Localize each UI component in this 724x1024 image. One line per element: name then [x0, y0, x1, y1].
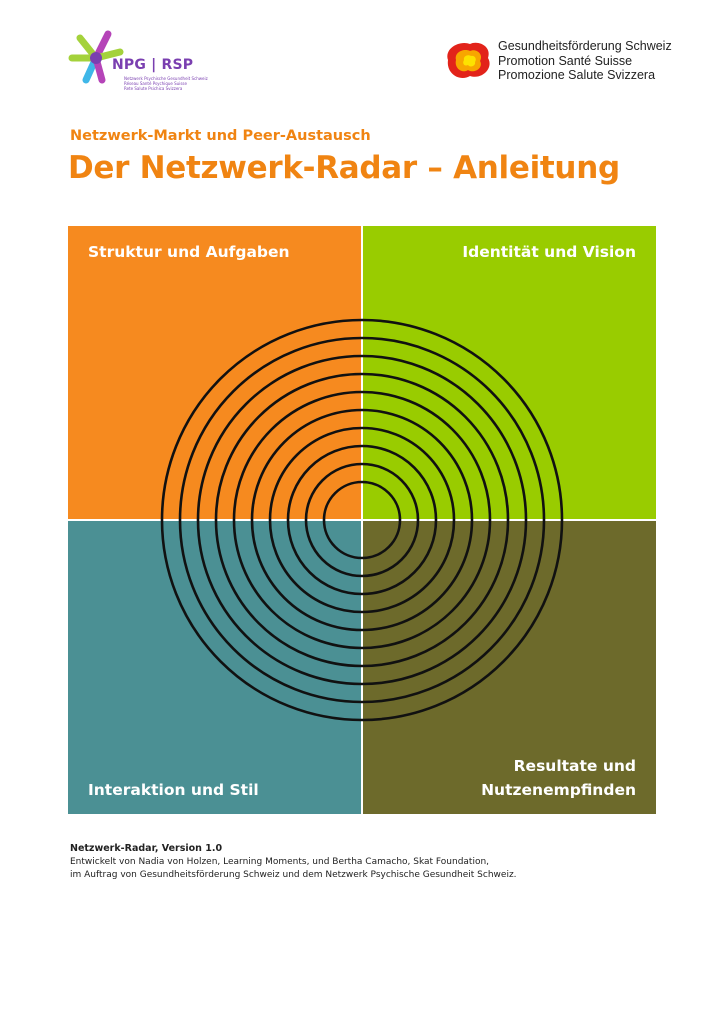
gesundheitsfoerderung-logo-text: [498, 39, 672, 83]
npg-logo-subtitle-line: Netzwerk Psychische Gesundheit Schweiz: [124, 76, 208, 81]
npg-logo-subtitle: [124, 76, 208, 91]
npg-logo-subtitle-line: Rete Salute Psichica Svizzera: [124, 86, 183, 91]
quadrant-label: Identität und Vision: [462, 243, 636, 261]
npg-logo-name: NPG | RSP: [112, 57, 194, 73]
credits-block: [70, 842, 670, 881]
credits-line: Entwickelt von Nadia von Holzen, Learning Moments, und Bertha Camacho, Skat Foundation,: [70, 857, 490, 867]
quadrant-label: Interaktion und Stil: [88, 781, 259, 799]
document-subtitle: Netzwerk-Markt und Peer-Austausch: [70, 128, 371, 144]
quadrant-label: Struktur und Aufgaben: [88, 243, 290, 261]
quadrant-structure-tasks: [68, 226, 361, 519]
npg-rsp-logo: [66, 28, 236, 98]
gesundheitsfoerderung-flame-icon: [442, 38, 494, 82]
quadrant-label-line: Nutzenempfinden: [481, 781, 636, 799]
npg-logo-subtitle-line: Réseau Santé Psychique Suisse: [124, 81, 187, 86]
quadrant-results-benefits: [363, 521, 656, 814]
credits-line: im Auftrag von Gesundheitsförderung Schweiz und dem Netzwerk Psychische Gesundheit Schweiz.: [70, 869, 517, 880]
quadrant-identity-vision: [363, 226, 656, 519]
credits-title: Netzwerk-Radar, Version 1.0: [70, 843, 223, 854]
network-radar: [68, 226, 656, 814]
gesundheitsfoerderung-logo: [442, 36, 672, 86]
document-title: Der Netzwerk-Radar – Anleitung: [68, 150, 620, 186]
quadrant-interaction-style: [68, 521, 361, 814]
gfs-logo-line: Promozione Salute Svizzera: [498, 68, 656, 82]
gfs-logo-line: Gesundheitsförderung Schweiz: [498, 39, 672, 53]
quadrant-label: [481, 754, 636, 802]
quadrant-label-line: Resultate und: [513, 757, 636, 775]
gfs-logo-line: Promotion Santé Suisse: [498, 53, 633, 68]
